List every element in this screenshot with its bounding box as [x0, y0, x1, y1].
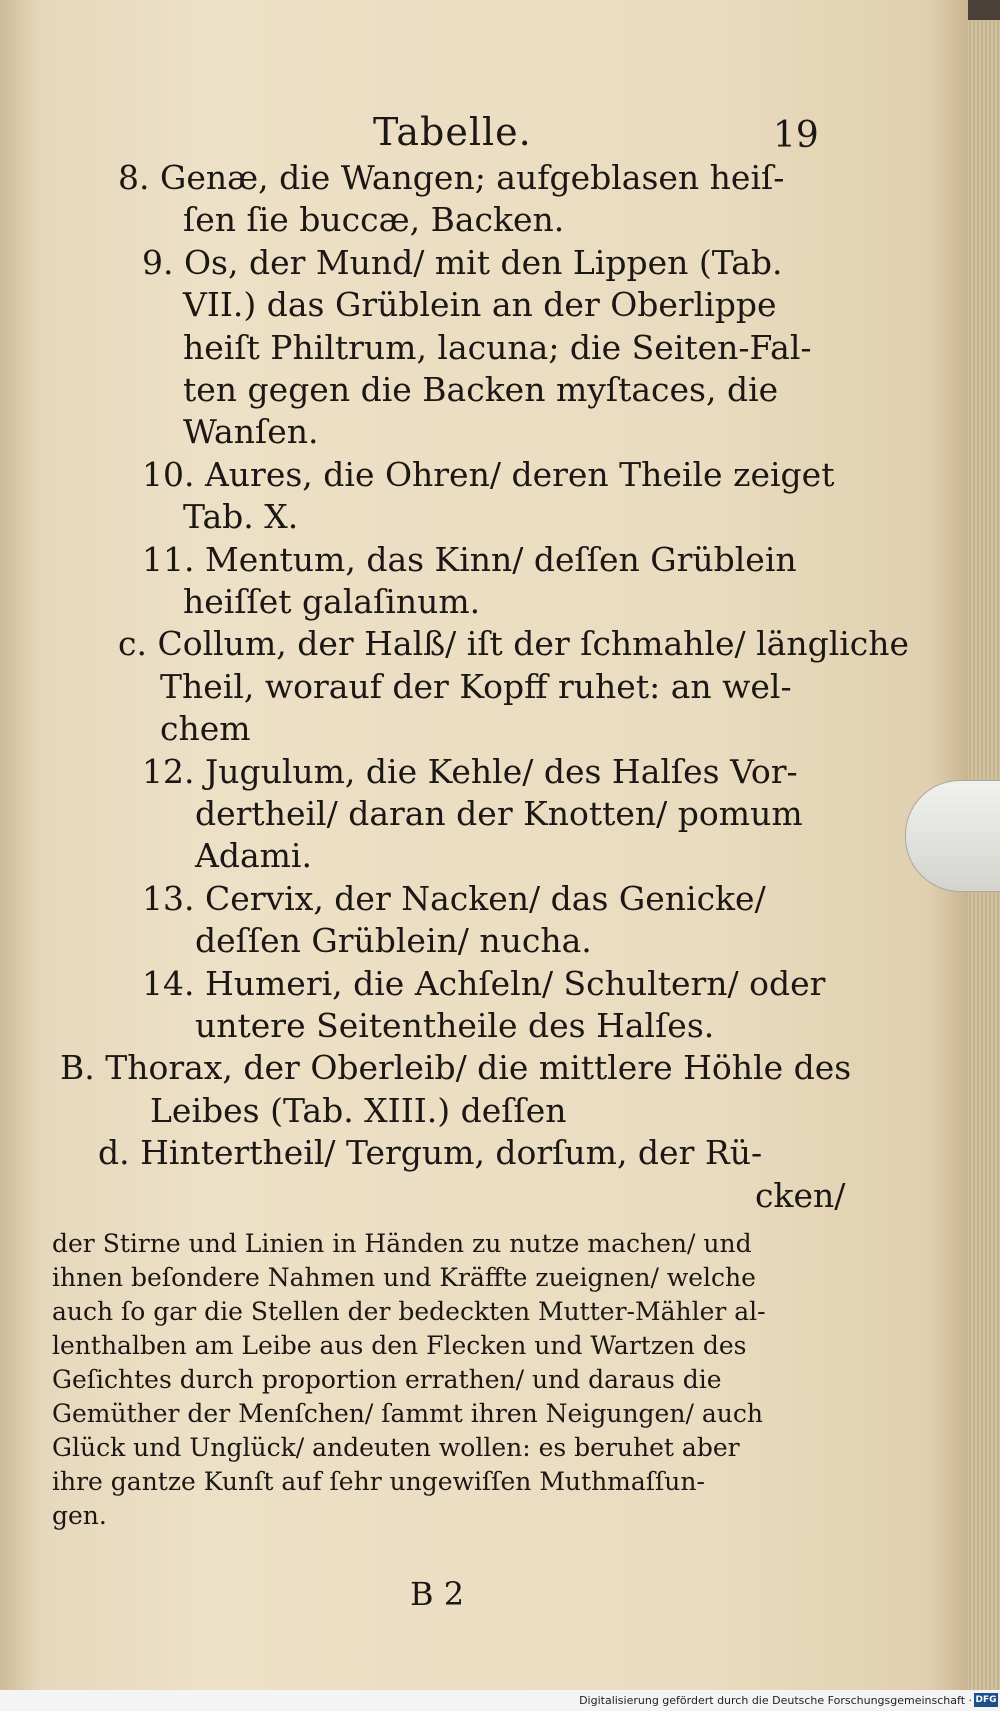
- text-line: 10. Aures, die Ohren/ deren Theile zeiget: [142, 455, 835, 494]
- text-line: ſen ſie buccæ, Backen.: [183, 200, 565, 239]
- page-number: 19: [773, 115, 819, 156]
- signature-mark: B 2: [410, 1575, 465, 1613]
- footnote-line: auch ſo gar die Stellen der bedeckten Mutter-Mähler al-: [52, 1297, 766, 1326]
- text-line: Tab. X.: [183, 497, 299, 536]
- text-line: 8. Genæ, die Wangen; aufgeblasen heiſ-: [118, 158, 785, 197]
- text-line: Adami.: [195, 836, 312, 875]
- footnote-line: ihre gantze Kunſt auf ſehr ungewiſſen Muthmaſſun-: [52, 1467, 705, 1496]
- footnote-line: ihnen beſondere Nahmen und Kräffte zueignen/ welche: [52, 1263, 756, 1292]
- text-line: 11. Mentum, das Kinn/ deſſen Grüblein: [142, 540, 797, 579]
- text-line: untere Seitentheile des Halſes.: [195, 1006, 715, 1045]
- text-line: chem: [160, 709, 251, 748]
- footnote-line: lenthalben am Leibe aus den Flecken und Wartzen des: [52, 1331, 747, 1360]
- text-line: 12. Jugulum, die Kehle/ des Halſes Vor-: [142, 752, 798, 791]
- text-line: c. Collum, der Halß/ iſt der ſchmahle/ längliche: [118, 624, 910, 663]
- text-line: 13. Cervix, der Nacken/ das Genicke/: [142, 879, 766, 918]
- digitization-footer: [0, 1690, 1000, 1711]
- footer-credit: Digitalisierung gefördert durch die Deutsche Forschungsgemeinschaft ·: [579, 1694, 972, 1707]
- text-line: Leibes (Tab. XIII.) deſſen: [150, 1091, 567, 1130]
- text-line: dertheil/ daran der Knotten/ pomum: [195, 794, 803, 833]
- text-line: ten gegen die Backen myſtaces, die: [183, 370, 779, 409]
- footnote-line: der Stirne und Linien in Händen zu nutze machen/ und: [52, 1229, 752, 1258]
- text-line: heiſt Philtrum, lacuna; die Seiten-Fal-: [183, 328, 812, 367]
- text-line: d. Hintertheil/ Tergum, dorſum, der Rü-: [98, 1133, 763, 1172]
- text-line: cken/: [755, 1176, 846, 1215]
- footnote-line: Glück und Unglück/ andeuten wollen: es beruhet aber: [52, 1433, 740, 1462]
- footnote-line: gen.: [52, 1501, 107, 1530]
- text-line: Wanſen.: [183, 412, 319, 451]
- text-line: deſſen Grüblein/ nucha.: [195, 921, 592, 960]
- text-line: heiſſet galaſinum.: [183, 582, 481, 621]
- text-line: VII.) das Grüblein an der Oberlippe: [183, 285, 777, 324]
- text-line: B. Thorax, der Oberleib/ die mittlere Höhle des: [60, 1048, 852, 1087]
- footnote-line: Geſichtes durch proportion errathen/ und daraus die: [52, 1365, 722, 1394]
- running-head: Tabelle.: [373, 110, 532, 154]
- text-line: Theil, worauf der Kopff ruhet: an wel-: [160, 667, 792, 706]
- text-line: 14. Humeri, die Achſeln/ Schultern/ oder: [142, 964, 826, 1003]
- text-line: 9. Os, der Mund/ mit den Lippen (Tab.: [142, 243, 783, 282]
- footnote-line: Gemüther der Menſchen/ ſammt ihren Neigungen/ auch: [52, 1399, 763, 1428]
- dfg-logo: DFG: [975, 1695, 997, 1705]
